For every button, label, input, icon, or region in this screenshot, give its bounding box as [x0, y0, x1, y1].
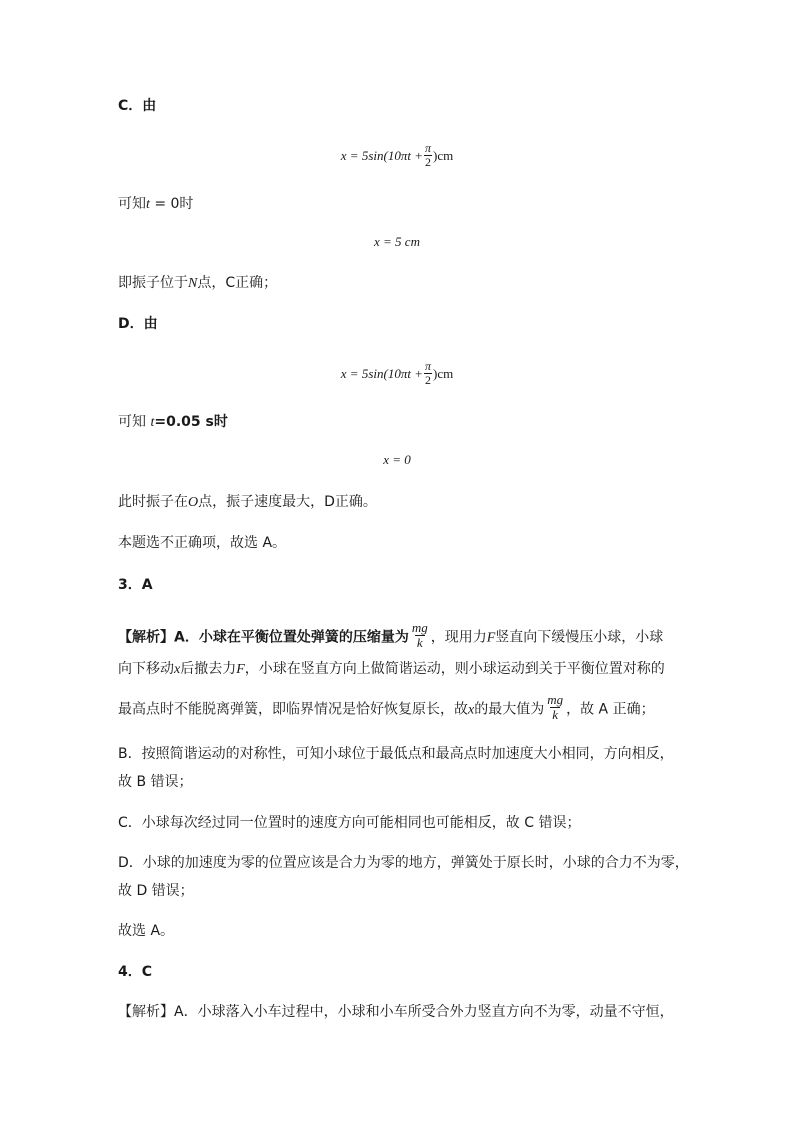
- fraction-numerator: mg: [411, 620, 428, 635]
- formula-pre: x = 5sin(10πt +: [340, 365, 423, 381]
- variable-t: t: [146, 197, 150, 212]
- fraction-denominator: 2: [424, 155, 431, 169]
- question-4-answer: 4．C: [118, 964, 153, 980]
- fraction-pi-over-2: [424, 142, 432, 169]
- formula-post: )cm: [433, 365, 454, 381]
- fraction-denominator: 2: [424, 373, 431, 387]
- variable-t: t: [150, 415, 155, 430]
- fraction-numerator: mg: [547, 692, 564, 707]
- formula-pre: x = 5sin(10πt +: [340, 147, 423, 163]
- text-segment: =0.05 s时: [154, 414, 228, 430]
- option-c-label: C．由: [118, 98, 157, 114]
- variable-x: x: [174, 662, 181, 677]
- text-segment: 可知: [118, 196, 146, 212]
- text-segment: 【解析】A．小球在平衡位置处弹簧的压缩量为: [118, 629, 409, 646]
- text-segment: 向下移动: [118, 661, 174, 677]
- formula-x-sin-1: [0, 142, 794, 169]
- text-segment: 可知: [118, 414, 151, 430]
- text-segment: 点，C正确；: [197, 275, 278, 291]
- fraction-mg-over-k: [411, 621, 429, 650]
- variable-f: F: [236, 662, 245, 677]
- formula-x-0: [0, 452, 794, 468]
- formula-text: x = 5 cm: [374, 234, 420, 249]
- text-t-zero: [118, 194, 193, 215]
- text-segment: 后撤去力: [180, 661, 237, 677]
- fraction-denominator: k: [416, 635, 423, 650]
- question-3-answer: 3．A: [118, 577, 153, 593]
- text-segment: ，现用力: [430, 629, 487, 646]
- q3-analysis-a-line2: [118, 659, 665, 680]
- text-segment: 此时振子在: [118, 494, 188, 510]
- variable-o: O: [188, 495, 199, 510]
- text-segment: 竖直向下缓慢压小球，小球: [495, 629, 664, 646]
- text-segment: 【解析】A．小球落入小车过程中，小球和小车所受合外力竖直方向不为零，动量不守恒，: [118, 1004, 674, 1020]
- q4-analysis-a: [118, 1002, 674, 1022]
- text-segment: 的最大值为: [474, 701, 545, 718]
- option-d-label: D．由: [118, 316, 158, 332]
- formula-post: )cm: [433, 147, 454, 163]
- text-segment: ，故 A 正确；: [566, 701, 655, 718]
- text-choose-a-1: 本题选不正确项，故选 A。: [118, 535, 287, 551]
- fraction-mg-over-k: [546, 693, 564, 722]
- variable-f: F: [486, 630, 496, 646]
- text-choose-a-2: 故选 A。: [118, 923, 175, 939]
- fraction-numerator: π: [424, 141, 431, 155]
- fraction-pi-over-2: [424, 360, 432, 387]
- q3-analysis-b-line2: 故 B 错误；: [118, 774, 193, 790]
- text-segment: 点，振子速度最大，D正确。: [198, 494, 377, 510]
- variable-n: N: [188, 276, 198, 291]
- q3-analysis-d-line1: D．小球的加速度为零的位置应该是合力为零的地方，弹簧处于原长时，小球的合力不为零，: [118, 855, 689, 871]
- text-n-point: [118, 273, 277, 294]
- q3-analysis-d-line2: 故 D 错误；: [118, 883, 194, 899]
- text-t-005: [118, 412, 228, 433]
- fraction-denominator: k: [552, 707, 559, 722]
- text-segment: 即振子位于: [118, 275, 188, 291]
- text-o-point: [118, 492, 377, 513]
- fraction-numerator: π: [424, 359, 431, 373]
- formula-text: x = 0: [383, 452, 411, 467]
- variable-x: x: [468, 702, 475, 718]
- text-segment: 最高点时不能脱离弹簧，即临界情况是恰好恢复原长，故: [118, 701, 468, 718]
- text-segment: = 0时: [149, 196, 194, 212]
- q3-analysis-c: C．小球每次经过同一位置时的速度方向可能相同也可能相反，故 C 错误；: [118, 815, 581, 831]
- text-segment: ，小球在竖直方向上做简谐运动，则小球运动到关于平衡位置对称的: [244, 661, 665, 677]
- q3-analysis-b-line1: B．按照简谐运动的对称性，可知小球位于最低点和最高点时加速度大小相同，方向相反，: [118, 746, 674, 762]
- q3-analysis-a-line3: [118, 692, 655, 724]
- q3-analysis-a-line1: [118, 620, 664, 652]
- formula-x-sin-2: [0, 360, 794, 387]
- formula-x-5cm: [0, 234, 794, 250]
